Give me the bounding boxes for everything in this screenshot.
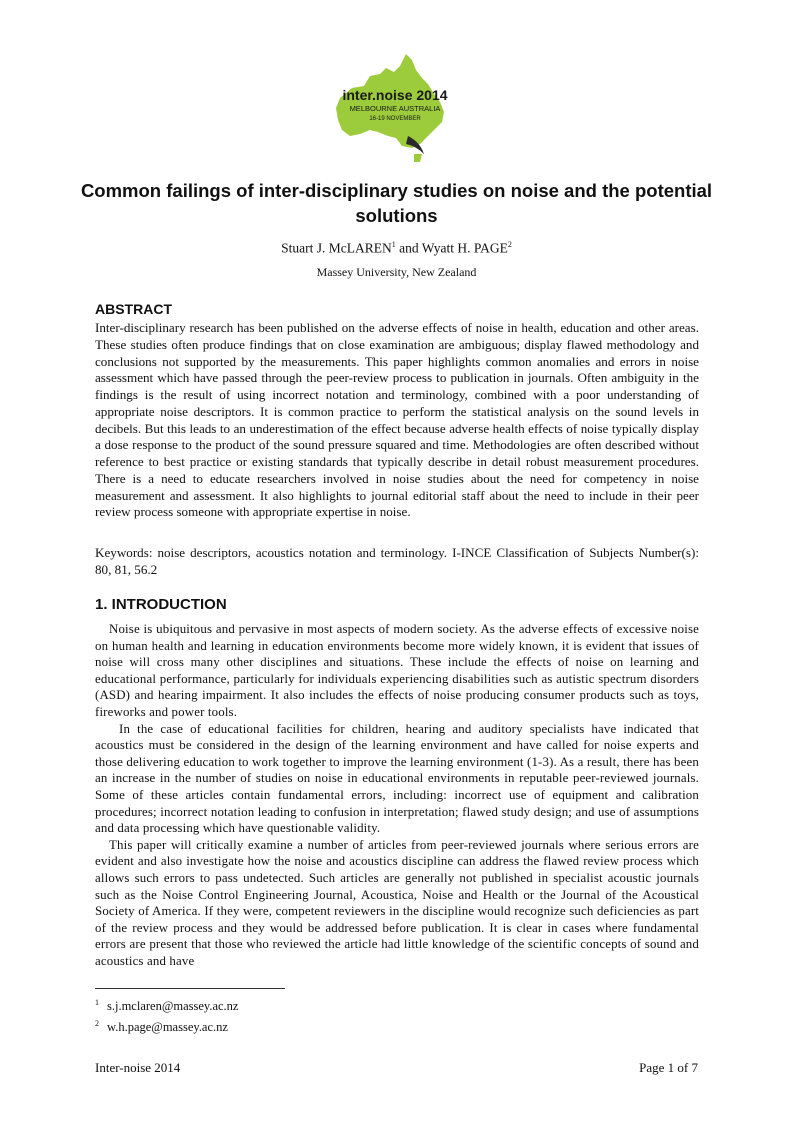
paper-title: Common failings of inter-disciplinary studies on noise and the potential solutions — [80, 180, 713, 226]
footnote-divider — [95, 988, 285, 989]
abstract-text: Inter-disciplinary research has been published on the adverse effects of noise in health, education and other areas. These studies often produce findings that on close examination are ambiguous; display flawed methodology and conclusions not supported by the measurements. This paper highlights common anomalies and errors in noise assessment which have passed through the peer-review process to publication in journals. Often ambiguity in the findings is the result of using incorrect notation and terminology, combined with a poor understanding of appropriate noise descriptors. It is common practice to perform the statistical analysis on the sound levels in decibels. But this leads to an underestimation of the effect because adverse health effects of noise typically display a dose response to the product of the sound pressure squared and time. Methodologies are often described without reference to best practice or existing standards that typically describe in detail robust measurement procedures. There is a need to educate researchers involved in noise studies about the need for competency in noise measurement and assessment. It also highlights to journal editorial staff about the need to include in their peer review process someone with appropriate expertise in noise. — [95, 320, 699, 520]
australia-map-icon — [330, 50, 460, 168]
author-1: Stuart J. McLAREN — [281, 240, 392, 256]
intro-paragraph-2: In the case of educational facilities for children, hearing and auditory specialists have indicated that acoustics must be considered in the design of the learning environment and have called for noise experts and those delivering education to work together to improve the learning environment (1-3). As a result, there has been an increase in the number of studies on noise in educational environments in reputable peer-reviewed journals. Some of these articles contain fundamental errors, including: incorrect use of equipment and calibration procedures; incorrect notation leading to confusion in interpretation; flawed study design; and use of assumptions and data processing which have questionable validity. — [95, 721, 699, 836]
footnote-1: $^1$ s.j.mclaren@massey.ac.nz — [95, 998, 239, 1014]
affiliation: Massey University, New Zealand — [316, 265, 477, 279]
logo-dates: 16-19 NOVEMBER — [369, 116, 421, 122]
logo-location: MELBOURNE AUSTRALIA — [349, 104, 441, 113]
intro-paragraph-3: This paper will critically examine a number of articles from peer-reviewed journals where serious errors are evident and also investigate how the noise and acoustics discipline can address the flawed review process which allows such errors to pass undetected. Such articles are generally not published in specialist acoustic journals such as the Noise Control Engineering Journal, Acoustica, Noise and Health or the Journal of the Acoustical Society of America. If they were, competent reviewers in the discipline would recognize such deficiencies as part of the review process and they would be addressed before publication. It is clear in cases where fundamental errors are present that those who reviewed the article had little knowledge of the scientific concepts of sound and acoustics and have — [95, 837, 699, 968]
footer-conference: Inter-noise 2014 — [95, 1060, 181, 1075]
introduction-heading: 1. INTRODUCTION — [95, 596, 227, 613]
author-2: and Wyatt H. PAGE — [395, 240, 508, 256]
intro-paragraph-1: Noise is ubiquitous and pervasive in most aspects of modern society. As the adverse effects of excessive noise on human health and learning in education environments become more widely known, it is evident that issues of noise will cross many other disciplines and situations. These include the effects of noise on learning and educational performance, particularly for individuals experiencing disabilities such as autistic spectrum disorders (ASD) and hearing impairment. It also includes the effects of noise producing consumer products such as toys, fireworks and power tools. — [95, 622, 699, 719]
footer-page-number: Page 1 of 7 — [639, 1060, 698, 1075]
abstract-heading: ABSTRACT — [95, 301, 172, 317]
footnote-2: $^2$ w.h.page@massey.ac.nz — [95, 1019, 228, 1035]
footnote-mark-2: 2 — [507, 240, 512, 249]
keywords: Keywords: noise descriptors, acoustics notation and terminology. I-INCE Classification of Subjects Number(s): 80, 81, 56.2 — [95, 545, 699, 577]
email-1[interactable]: s.j.mclaren@massey.ac.nz — [107, 999, 239, 1014]
authors — [60, 240, 733, 257]
email-2[interactable]: w.h.page@massey.ac.nz — [107, 1020, 228, 1035]
footnotes — [95, 994, 238, 1036]
footnote-mark-1: 1 — [391, 240, 396, 249]
conference-logo — [330, 50, 460, 168]
logo-title: inter.noise 2014 — [342, 87, 448, 103]
introduction-body — [95, 621, 699, 969]
